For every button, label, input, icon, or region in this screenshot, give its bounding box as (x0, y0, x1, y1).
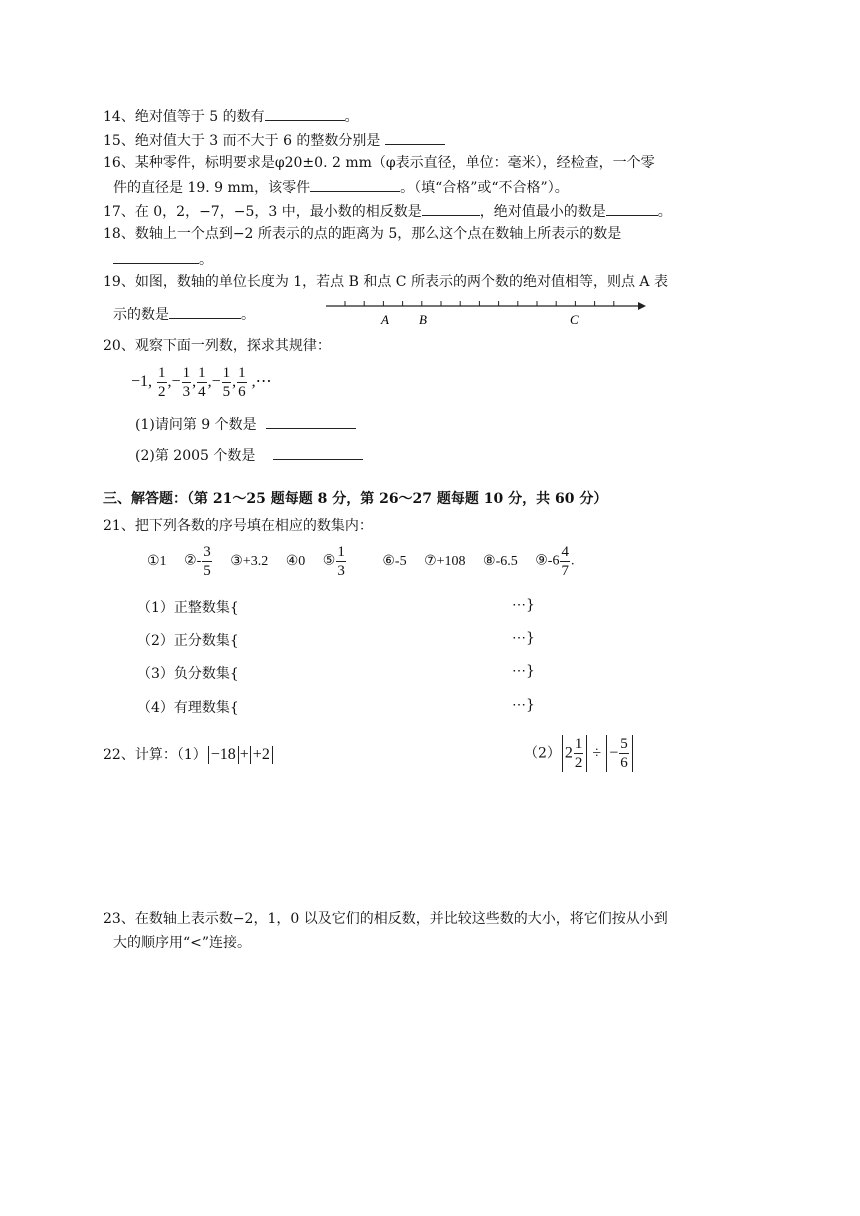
q18-blank[interactable] (113, 249, 199, 264)
opt-5-num: 1 (337, 544, 345, 560)
seq-num: 1 (222, 365, 231, 381)
set-negative-fractions (137, 663, 537, 683)
question-19-line1: 19、如图，数轴的单位长度为 1，若点 B 和点 C 所表示的两个数的绝对值相等，则点 A 表 (103, 274, 668, 290)
frac-den: 6 (620, 755, 628, 771)
q17-part-c: 。 (657, 204, 672, 220)
seq-num: 1 (198, 365, 206, 381)
q14-blank[interactable] (265, 106, 345, 121)
neg-sign: − (609, 744, 619, 762)
axis-arrow (638, 302, 646, 310)
seq-comma: , (192, 373, 197, 391)
mixed-num: 1 (574, 736, 583, 752)
q14-tail: 。 (344, 109, 359, 125)
q20-sequence (131, 364, 272, 401)
set-label: （2）正分数集{ (137, 633, 239, 649)
opt-9-end: . (570, 553, 575, 569)
question-22-part-2 (524, 735, 634, 772)
set-close: ⋯} (512, 597, 535, 613)
section-3-title: 三、解答题：（第 21～25 题每题 8 分，第 26～27 题每题 10 分，共 60 分） (103, 491, 608, 507)
question-21-title: 21、把下列各数的序号填在相应的数集内： (103, 518, 373, 534)
seq-num: 1 (182, 365, 191, 381)
q18-tail: 。 (199, 252, 213, 268)
seq-den: 4 (198, 384, 206, 400)
abs-neg-fraction (606, 735, 633, 772)
seq-fraction (182, 364, 192, 401)
q17-part-b: ，绝对值最小的数是 (479, 204, 606, 220)
q20-sub1 (135, 414, 356, 434)
q16-part-a: 件的直径是 19. 9 mm，该零件 (113, 180, 311, 196)
seq-fraction (157, 364, 167, 401)
q22-p2-label: （2） (524, 745, 561, 762)
opt-2-num: 3 (203, 544, 211, 560)
plus-sign: + (239, 746, 249, 763)
set-close: ⋯} (512, 630, 535, 646)
opt-4: ④0 (285, 553, 306, 569)
q20-sub1-blank[interactable] (266, 414, 356, 429)
question-17 (103, 201, 672, 221)
opt-2-den: 5 (203, 563, 211, 579)
question-18-line1: 18、数轴上一个点到−2 所表示的点的距离为 5，那么这个点在数轴上所表示的数是 (103, 226, 622, 242)
axis-ticks (345, 301, 614, 306)
abs-pos-2: +2 (250, 746, 273, 764)
seq-num: 1 (238, 365, 246, 381)
point-a-label: A (381, 312, 389, 327)
q15-text: 15、绝对值大于 3 而不大于 6 的整数分别是 (103, 133, 381, 149)
opt-5-prefix: ⑤ (322, 553, 336, 569)
seq-term (236, 365, 248, 400)
q16-part-b: 。（填“合格”或“不合格”）。 (400, 180, 569, 196)
question-22-part-1 (103, 746, 274, 764)
question-23-line2: 大的顺序用“<”连接。 (113, 935, 252, 951)
opt-9-num: 4 (561, 544, 569, 560)
opt-9-den: 7 (561, 563, 569, 579)
question-20-title: 20、观察下面一列数，探求其规律： (103, 338, 331, 354)
question-18-line2 (113, 249, 213, 269)
set-rational-numbers (137, 697, 537, 717)
opt-7: ⑦+108 (424, 553, 466, 569)
seq-sign: − (171, 373, 181, 391)
question-16-line2 (113, 177, 569, 197)
question-15 (103, 130, 445, 150)
seq-den: 3 (182, 384, 191, 400)
seq-first: −1, (131, 373, 153, 391)
opt-3: ③+3.2 (230, 553, 269, 569)
opt-5-den: 3 (337, 563, 345, 579)
opt-9 (535, 543, 574, 580)
seq-comma: , (167, 373, 172, 391)
abs-mixed-number (562, 735, 588, 772)
q19-number-line (320, 292, 650, 328)
opt-2 (184, 543, 213, 580)
question-14 (103, 106, 359, 126)
set-label: （1）正整数集{ (137, 600, 239, 616)
q17-blank-1[interactable] (422, 201, 480, 216)
q20-sub1-text: (1)请问第 9 个数是 (135, 417, 257, 433)
opt-8: ⑧-6.5 (483, 553, 518, 569)
frac-num: 5 (620, 736, 628, 752)
set-close: ⋯} (512, 663, 535, 679)
q22-title: 22、计算：（1） (103, 747, 207, 763)
opt-1: ①1 (147, 553, 167, 569)
question-23-line1: 23、在数轴上表示数−2，1，0 以及它们的相反数，并比较这些数的大小，将它们按从小到 (103, 911, 668, 927)
seq-term (171, 365, 197, 400)
q14-text: 14、绝对值等于 5 的数有 (103, 109, 265, 125)
mixed-den: 2 (574, 755, 583, 771)
set-label: （4）有理数集{ (137, 700, 239, 716)
q21-options (147, 543, 574, 580)
seq-fraction (237, 364, 247, 401)
abs-neg-18: −18 (208, 746, 239, 764)
set-label: （3）负分数集{ (137, 666, 239, 682)
seq-fractions (156, 365, 248, 400)
opt-2-prefix: ②- (184, 553, 202, 569)
q17-blank-2[interactable] (606, 201, 658, 216)
q20-sub2-text: (2)第 2005 个数是 (135, 448, 256, 464)
q20-sub2-blank[interactable] (273, 445, 363, 460)
seq-den: 6 (238, 384, 246, 400)
q19-blank[interactable] (169, 304, 241, 319)
q19-text: 示的数是 (113, 307, 169, 323)
div-sign: ÷ (592, 744, 602, 762)
q19-tail: 。 (241, 307, 255, 323)
seq-sign: − (211, 373, 221, 391)
seq-den: 2 (158, 384, 166, 400)
opt-6: ⑥-5 (382, 553, 407, 569)
mixed-whole: 2 (564, 744, 573, 762)
seq-term (196, 365, 212, 400)
seq-comma: , (232, 373, 237, 391)
opt-5 (323, 543, 347, 580)
set-positive-integers (137, 597, 537, 617)
seq-ellipsis: ,⋯ (251, 373, 272, 391)
opt-9-prefix: ⑨-6 (535, 553, 560, 569)
q20-sub2 (135, 445, 363, 465)
point-c-label: C (570, 312, 579, 327)
seq-num: 1 (158, 365, 166, 381)
q15-blank[interactable] (385, 130, 445, 145)
seq-fraction (197, 364, 207, 401)
seq-term (211, 365, 237, 400)
q16-blank[interactable] (310, 177, 400, 192)
question-16-line1: 16、某种零件，标明要求是φ20±0. 2 mm（φ表示直径，单位：毫米），经检查，一个零 (103, 155, 655, 171)
seq-term (156, 365, 172, 400)
question-19-line2 (113, 304, 255, 324)
q17-part-a: 17、在 0，2，−7，−5，3 中，最小数的相反数是 (103, 204, 422, 220)
seq-fraction (222, 364, 232, 401)
point-b-label: B (419, 312, 427, 327)
seq-comma: , (207, 373, 212, 391)
seq-den: 5 (222, 384, 231, 400)
set-close: ⋯} (512, 697, 535, 713)
set-positive-fractions (137, 630, 537, 650)
